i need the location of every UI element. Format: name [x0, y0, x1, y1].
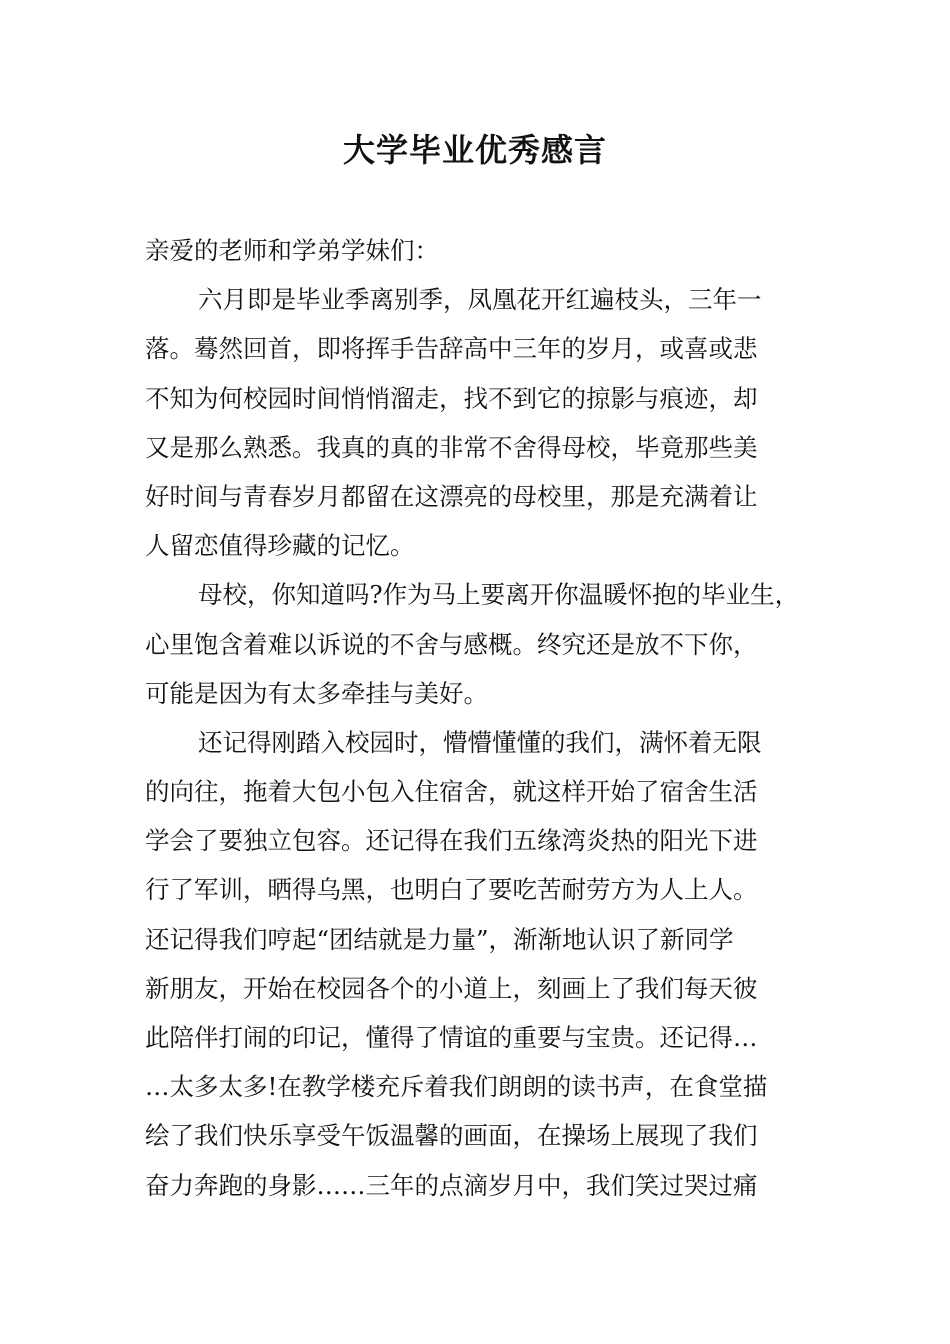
text-line: 心里饱含着难以诉说的不舍与感概。终究还是放不下你，: [145, 629, 758, 659]
text-line: 又是那么熟悉。我真的真的非常不舍得母校，毕竟那些美: [145, 432, 758, 462]
text-line: 可能是因为有太多牵挂与美好。: [145, 678, 488, 708]
text-line: 不知为何校园时间悄悄溜走，找不到它的掠影与痕迹，却: [145, 383, 758, 413]
body-text: [145, 226, 810, 1210]
text-line: 奋力奔跑的身影……三年的点滴岁月中，我们笑过哭过痛: [145, 1170, 758, 1200]
text-line: 的向往，拖着大包小包入住宿舍，就这样开始了宿舍生活: [145, 777, 758, 807]
text-line: 学会了要独立包容。还记得在我们五缘湾炎热的阳光下进: [145, 826, 758, 856]
text-line: 好时间与青春岁月都留在这漂亮的母校里，那是充满着让: [145, 481, 758, 511]
text-line: 绘了我们快乐享受午饭温馨的画面，在操场上展现了我们: [145, 1121, 758, 1151]
text-line: 行了军训，晒得乌黑，也明白了要吃苦耐劳方为人上人。: [145, 875, 758, 905]
text-line: …太多太多!在教学楼充斥着我们朗朗的读书声，在食堂描: [145, 1072, 768, 1102]
text-line: 还记得刚踏入校园时，懵懵懂懂的我们，满怀着无限: [198, 727, 762, 757]
text-line: 新朋友，开始在校园各个的小道上，刻画上了我们每天彼: [145, 973, 758, 1003]
text-line: 落。蓦然回首，即将挥手告辞高中三年的岁月，或喜或悲: [145, 334, 758, 364]
page-title: 大学毕业优秀感言: [342, 131, 607, 169]
text-line: 六月即是毕业季离别季，凤凰花开红遍枝头，三年一: [198, 285, 762, 315]
text-line: 还记得我们哼起“团结就是力量”，渐渐地认识了新同学: [145, 924, 734, 954]
text-line: 母校，你知道吗?作为马上要离开你温暖怀抱的毕业生，: [198, 580, 800, 610]
text-line: 此陪伴打闹的印记，懂得了情谊的重要与宝贵。还记得…: [145, 1023, 758, 1052]
text-line: 人留恋值得珍藏的记忆。: [145, 531, 415, 561]
text-line: 亲爱的老师和学弟学妹们：: [145, 236, 439, 265]
